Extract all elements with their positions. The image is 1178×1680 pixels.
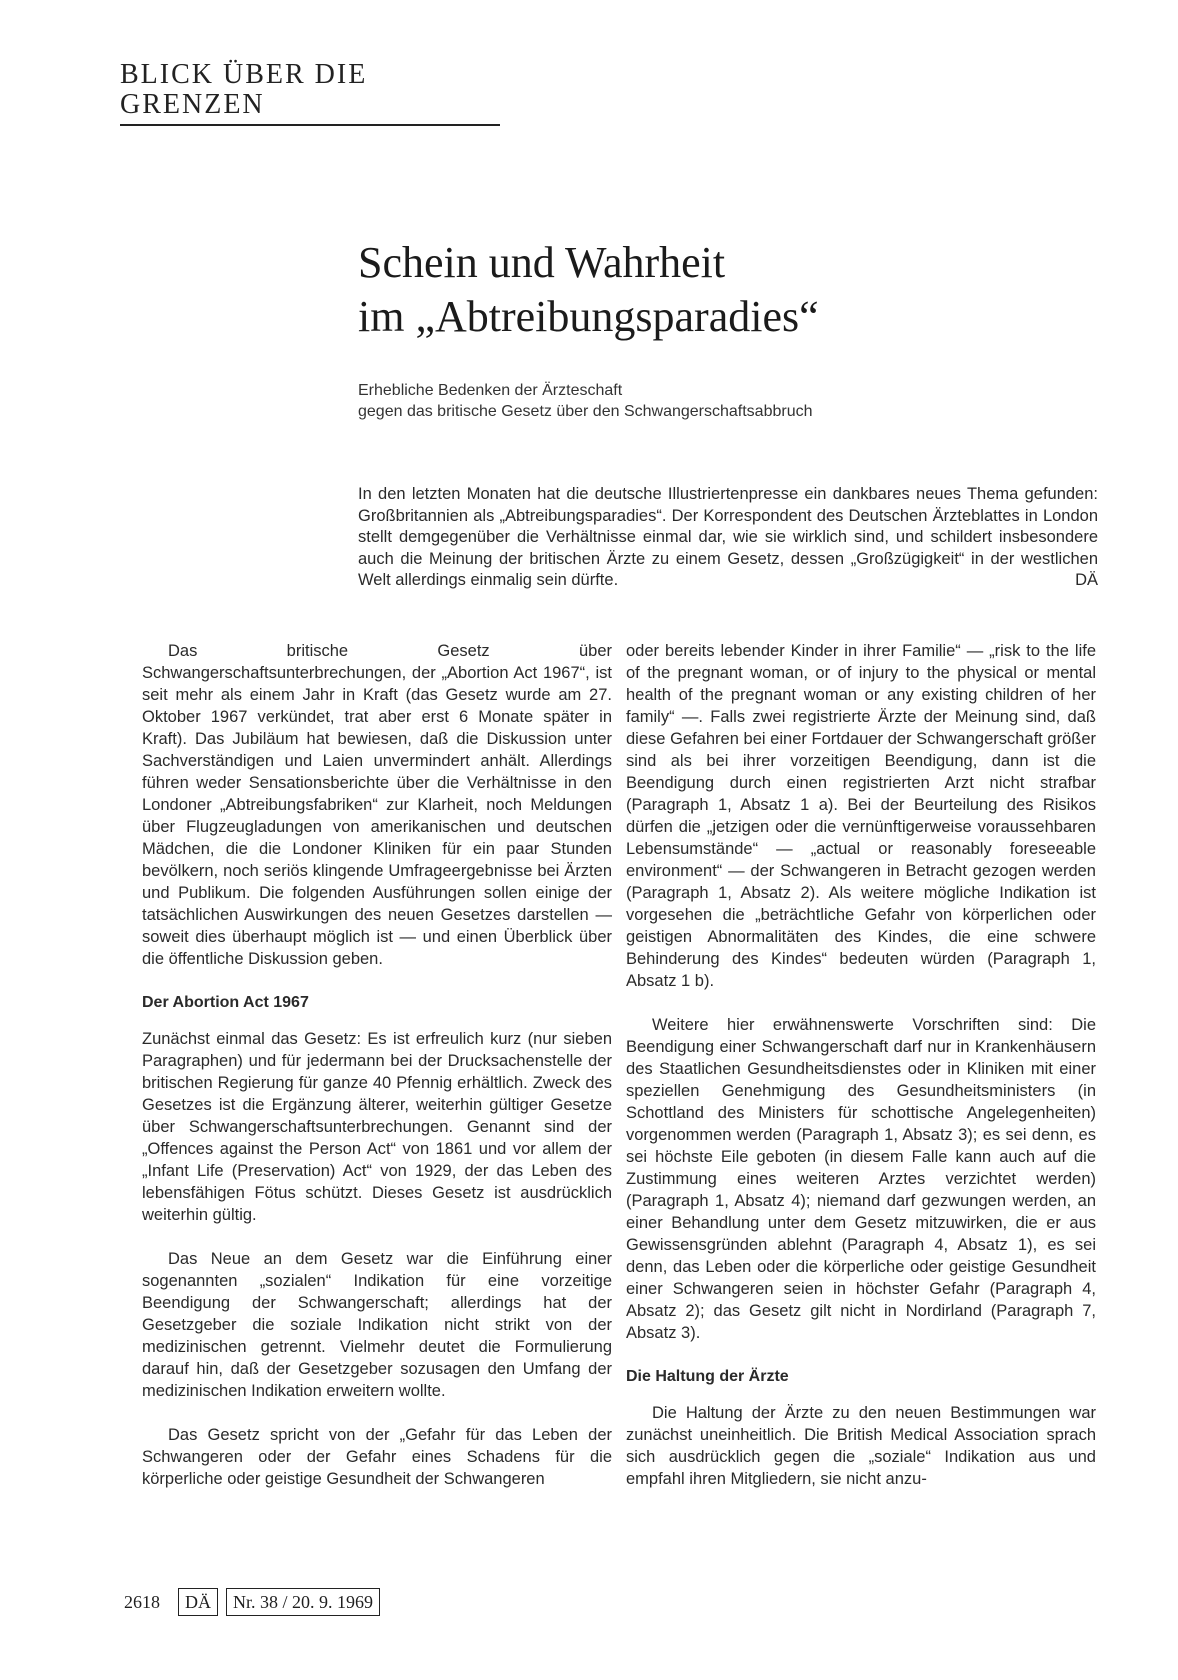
article-title — [358, 236, 998, 344]
intro-text: In den letzten Monaten hat die deutsche Illustriertenpresse ein dankbares neues Thema gefunden: Großbritannien als „Abtreibungsparadies“. Der Korrespondent des Deutschen Ärzteblattes in London stellt demgegenüber die Verhältnisse einmal dar, wie sie wirklich sind, und schildert insbesondere auch die Meinung der britischen Ärzte zu einem Gesetz, dessen „Großzügigkeit“ in der westlichen Welt allerdings einmalig sein dürfte. — [358, 485, 1098, 589]
article-intro — [358, 484, 1098, 592]
left-paragraph-4: Das Gesetz spricht von der „Gefahr für das Leben der Schwangeren oder der Gefahr eines Schadens für die körperliche oder geistige Gesundheit der Schwangeren — [142, 1426, 612, 1488]
subtitle-line-1: Erhebliche Bedenken der Ärzteschaft — [358, 382, 623, 399]
journal-badge: DÄ — [178, 1588, 218, 1616]
left-paragraph-1: Das britische Gesetz über Schwangerschaftsunterbrechungen, der „Abortion Act 1967“, ist seit mehr als einem Jahr in Kraft (das Gesetz wurde am 27. Oktober 1967 verkündet, trat aber erst 6 Monate später in Kraft). Das Jubiläum hat bewiesen, daß die Diskussion unter Sachverständigen und Laien unvermindert anhält. Allerdings führen weder Sensationsberichte über die Verhältnisse in den Londoner „Abtreibungsfabriken“ zur Klarheit, noch Meldungen über Flugzeugladungen von amerikanischen und deutschen Mädchen, die die Londoner Kliniken für ein paar Stunden bevölkern, noch seriös klingende Umfrageergebnisse bei Ärzten und Publikum. Die folgenden Ausführungen sollen einige der tatsächlichen Auswirkungen des neuen Gesetzes darstellen — soweit dies überhaupt möglich ist — und einen Überblick über die öffentliche Diskussion geben. — [142, 642, 612, 968]
right-paragraph-1: oder bereits lebender Kinder in ihrer Familie“ — „risk to the life of the pregnant woman, or of injury to the physical or mental health of the pregnant woman or any existing children of her family“ —. Falls zwei registrierte Ärzte der Meinung sind, daß diese Gefahren bei einer Fortdauer der Schwangerschaft größer sind als bei ihrer vorzeitigen Beendigung, dann ist die Beendigung durch einen registrierten Arzt nicht strafbar (Paragraph 1, Absatz 1 a). Bei der Beurteilung des Risikos dürfen die „jetzigen oder die vernünftigerweise voraussehbaren Lebensumstände“ — „actual or reasonably foreseeable environment“ — der Schwangeren in Betracht gezogen werden (Paragraph 1, Absatz 2). Als weitere mögliche Indikation ist vorgesehen die „beträchtliche Gefahr von körperlichen oder geistigen Abnormalitäten des Kindes, die eine schwere Behinderung des Kindes“ bedeuten würden (Paragraph 1, Absatz 1 b). — [626, 642, 1096, 990]
section-header: BLICK ÜBER DIE GRENZEN — [120, 60, 500, 126]
right-paragraph-2: Weitere hier erwähnenswerte Vorschriften sind: Die Beendigung einer Schwangerschaft darf nur in Krankenhäusern des Staatlichen Gesundheitsdienstes oder in Kliniken mit einer speziellen Genehmigung des Gesundheitsministers (in Schottland des Ministers für schottische Angelegenheiten) vorgenommen werden (Paragraph 1, Absatz 3); es sei denn, es sei höchste Eile geboten (in diesem Falle kann auch auf die Zustimmung eines weiteren Arztes verzichtet werden) (Paragraph 1, Absatz 4); niemand darf gezwungen werden, an einer Behandlung unter dem Gesetz mitzuwirken, die er aus Gewissensgründen ablehnt (Paragraph 4, Absatz 1), es sei denn, das Leben oder die körperliche oder geistige Gesundheit einer Schwangeren seien in höchster Gefahr (Paragraph 4, Absatz 2); das Gesetz gilt nicht in Nordirland (Paragraph 7, Absatz 3). — [626, 1016, 1096, 1342]
issue-badge: Nr. 38 / 20. 9. 1969 — [226, 1588, 380, 1616]
right-column — [626, 640, 1096, 1512]
title-line-1: Schein und Wahrheit — [358, 238, 726, 287]
left-column — [142, 640, 612, 1512]
left-paragraph-3: Das Neue an dem Gesetz war die Einführung einer sogenannten „sozialen“ Indikation für eine vorzeitige Beendigung der Schwangerschaft; allerdings hat der Gesetzgeber die soziale Indikation nicht strikt von der medizinischen getrennt. Vielmehr deutet die Formulierung darauf hin, daß der Gesetzgeber sozusagen den Umfang der medizinischen Indikation erweitern wollte. — [142, 1250, 612, 1400]
right-paragraph-3: Die Haltung der Ärzte zu den neuen Bestimmungen war zunächst uneinheitlich. Die British Medical Association sprach sich ausdrücklich gegen die „soziale“ Indikation aus und empfahl ihren Mitgliedern, sie nicht anzu- — [626, 1404, 1096, 1488]
page-footer — [124, 1588, 380, 1616]
section-heading-abortion-act: Der Abortion Act 1967 — [142, 994, 309, 1011]
intro-tag: DÄ — [1075, 571, 1098, 589]
subtitle-line-2: gegen das britische Gesetz über den Schwangerschaftsabbruch — [358, 403, 813, 420]
left-paragraph-2: Zunächst einmal das Gesetz: Es ist erfreulich kurz (nur sieben Paragraphen) und für jedermann bei der Drucksachenstelle der britischen Regierung für ganze 40 Pfennig erhältlich. Zweck des Gesetzes ist die Ergänzung älterer, weiterhin gültiger Gesetze über Schwangerschaftsunterbrechungen. Genannt sind der „Offences against the Person Act“ von 1861 und vor allem der „Infant Life (Preservation) Act“ von 1929, der das Leben des lebensfähigen Fötus schützt. Dieses Gesetz ist ausdrücklich weiterhin gültig. — [142, 1030, 612, 1224]
title-line-2: im „Abtreibungsparadies“ — [358, 292, 819, 341]
section-heading-aerzte: Die Haltung der Ärzte — [626, 1368, 789, 1385]
article-subtitle — [358, 380, 998, 422]
page-number: 2618 — [124, 1591, 160, 1612]
